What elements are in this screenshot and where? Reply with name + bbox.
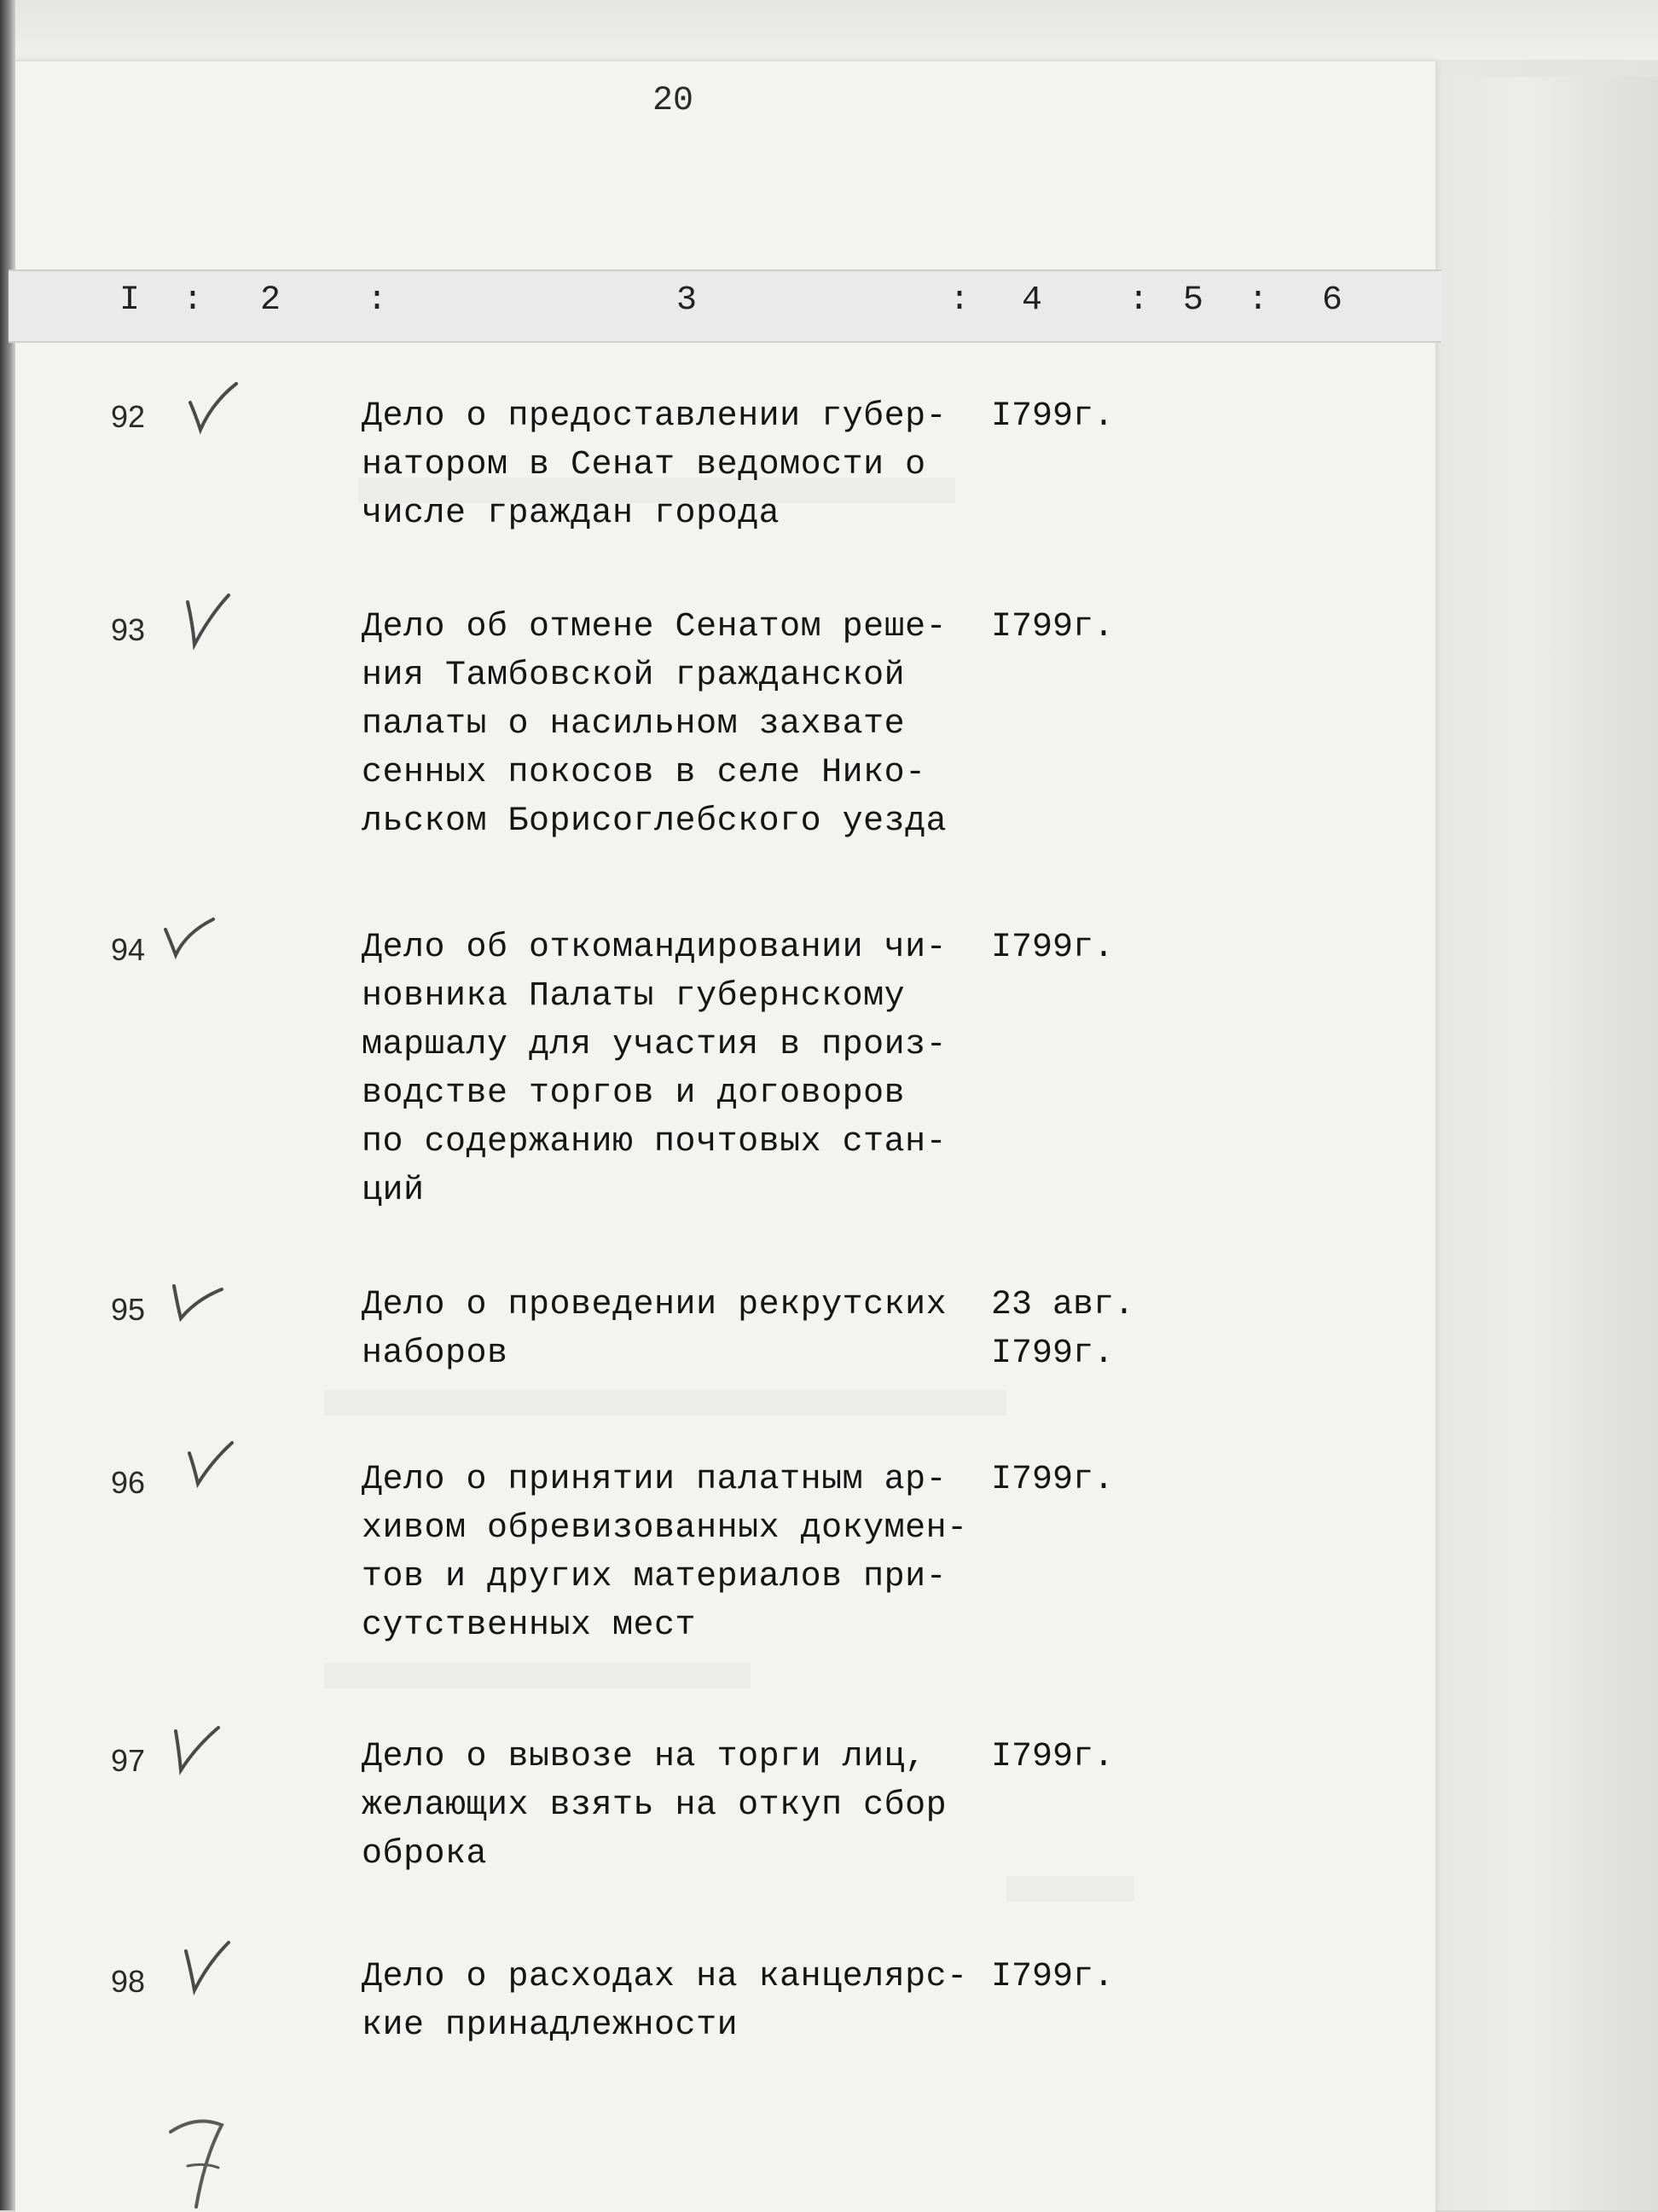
checkmark-icon [167,1274,227,1334]
entry-number: 97 [111,1743,146,1778]
page-number: 20 [652,82,694,120]
bleed-through [324,1663,751,1688]
entry-title: Дело о расходах на канцелярс- кие принадлежности [362,1958,968,2045]
entry-title: Дело об отмене Сенатом реше- ния Тамбовской гражданской палаты о насильном захвате сенных покосов в селе Нико- льском Борисоглебского уезда [362,608,948,841]
header-col-1: I [119,281,141,320]
handwritten-mark-icon [162,2106,264,2210]
checkmark-icon [160,912,220,972]
entry-date: I799г. [991,608,1115,646]
entry-number: 96 [111,1465,146,1500]
entry-title: Дело о проведении рекрутских наборов [362,1286,948,1373]
checkmark-icon [167,1721,227,1781]
checkmark-icon [183,377,243,437]
entry-number: 98 [111,1964,146,1999]
entry-date: I799г. [991,1958,1115,1996]
checkmark-icon [176,1937,235,1997]
entry-date: I799г. [991,1461,1115,1499]
entry-number: 95 [111,1292,146,1327]
header-separator: : [367,281,388,320]
header-separator: : [1128,281,1150,320]
header-col-2: 2 [260,281,281,320]
entry-date: I799г. [991,397,1115,436]
header-separator: : [949,281,971,320]
header-col-6: 6 [1322,281,1343,320]
checkmark-icon [181,1439,241,1499]
bleed-through [1006,1876,1134,1902]
underlying-page-edge [1435,77,1658,2210]
entry-title: Дело о принятии палатным ар- хивом обревизованных докумен- тов и других материалов при- сутственных мест [362,1461,968,1645]
top-strip [0,0,1658,60]
bleed-through [324,1390,1006,1416]
entry-date: 23 авг. I799г. [991,1286,1135,1373]
header-separator: : [183,281,204,320]
header-col-5: 5 [1183,281,1204,320]
entry-date: I799г. [991,1738,1115,1776]
header-separator: : [1248,281,1269,320]
checkmark-icon [179,590,239,650]
header-col-3: 3 [676,281,698,320]
entry-title: Дело о предоставлении губер- натором в Сенат ведомости о числе граждан города [362,397,948,533]
entry-title: Дело о вывозе на торги лиц, желающих взять на откуп сбор оброка [362,1738,948,1873]
table-header [9,269,1441,343]
entry-number: 93 [111,612,146,647]
entry-number: 92 [111,399,146,434]
entry-number: 94 [111,932,146,967]
header-col-4: 4 [1022,281,1043,320]
entry-title: Дело об откомандировании чи- новника Палаты губернскому маршалу для участия в произ- водстве торгов и договоров по содержанию почтовых стан- ций [362,929,948,1210]
entry-date: I799г. [991,929,1115,967]
